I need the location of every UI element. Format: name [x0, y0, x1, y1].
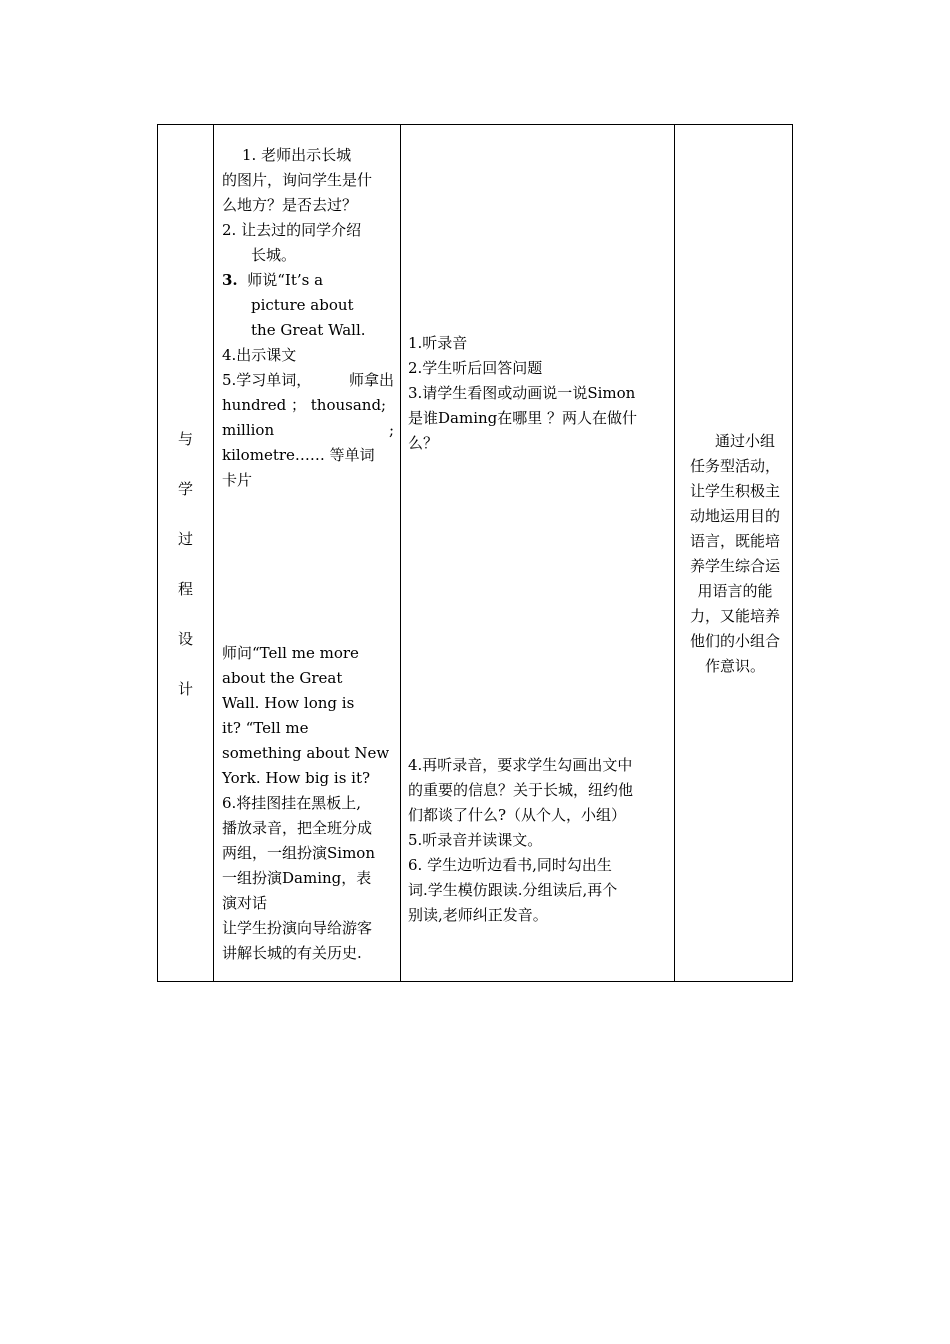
- purpose-line: 用语言的能: [697, 582, 773, 600]
- teacher-line: 讲解长城的有关历史.: [222, 944, 362, 962]
- teacher-line: about the Great: [222, 669, 343, 687]
- design-purpose-cell: [684, 429, 786, 679]
- teacher-line-text: 师拿出: [348, 371, 394, 389]
- student-line: 么？: [408, 434, 439, 452]
- student-line: 3.请学生看图或动画说一说Simon: [408, 384, 636, 402]
- teacher-line: 播放录音，把全班分成: [222, 819, 373, 837]
- student-line: 5.听录音并读课文。: [408, 831, 543, 849]
- teacher-line: [222, 368, 394, 393]
- teacher-line: 长城。: [251, 246, 297, 264]
- section-label-cell: [158, 427, 213, 727]
- teacher-line: 两组，一组扮演Simon: [222, 844, 375, 862]
- teacher-line: 的图片，询问学生是什: [222, 171, 373, 189]
- student-line: 1.听录音: [408, 334, 468, 352]
- teacher-line: York. How big is it?: [222, 769, 371, 787]
- teacher-line-text: ;: [388, 421, 394, 439]
- teacher-activity-part2: [222, 641, 394, 966]
- teacher-line-text: million: [222, 421, 275, 439]
- teacher-line: [222, 268, 394, 293]
- teacher-line: picture about: [251, 296, 354, 314]
- section-label-char: 程: [177, 580, 193, 598]
- section-label-char: 与: [177, 430, 193, 448]
- teacher-line-text: 5.学习单词，: [222, 371, 312, 389]
- purpose-line: 养学生综合运: [689, 557, 780, 575]
- teacher-line: 师问“Tell me more: [222, 644, 359, 662]
- teacher-line: it? “Tell me: [222, 719, 309, 737]
- teacher-activity-part1: [222, 143, 394, 493]
- column-divider: [400, 125, 401, 981]
- section-label-char: 计: [177, 680, 193, 698]
- section-label-char: 设: [177, 630, 193, 648]
- student-line: 是谁Daming在哪里 ？两人在做什: [408, 409, 638, 427]
- column-divider: [213, 125, 214, 981]
- teacher-line: 1. 老师出示长城: [242, 146, 352, 164]
- teacher-line: 让学生扮演向导给游客: [222, 919, 373, 937]
- section-label-char: 学: [177, 480, 193, 498]
- purpose-line: 任务型活动，: [689, 457, 780, 475]
- item-number: 3.: [222, 271, 238, 289]
- purpose-line: 语言，既能培: [689, 532, 780, 550]
- teacher-line: 4.出示课文: [222, 346, 297, 364]
- teacher-line: [222, 418, 394, 443]
- teacher-line: 演对话: [222, 894, 268, 912]
- teacher-line: 2. 让去过的同学介绍: [222, 221, 362, 239]
- student-line: 词.学生模仿跟读.分组读后,再个: [408, 881, 618, 899]
- student-activity-part1: [408, 331, 668, 456]
- teacher-line: 么地方？是否去过？: [222, 196, 358, 214]
- teacher-line: Wall. How long is: [222, 694, 355, 712]
- student-line: 别读,老师纠正发音。: [408, 906, 548, 924]
- purpose-line: 力，又能培养: [689, 607, 780, 625]
- purpose-line: 通过小组: [714, 432, 775, 450]
- student-line: 的重要的信息？关于长城，纽约他: [408, 781, 634, 799]
- lesson-plan-table: [157, 124, 793, 982]
- teacher-line: the Great Wall.: [251, 321, 366, 339]
- student-line: 们都谈了什么?（从个人，小组）: [408, 806, 627, 824]
- teacher-line: kilometre…… 等单词: [222, 446, 375, 464]
- teacher-line: 一组扮演Daming，表: [222, 869, 372, 887]
- purpose-line: 他们的小组合: [689, 632, 780, 650]
- teacher-line: hundred ； thousand;: [222, 396, 387, 414]
- purpose-line: 动地运用目的: [689, 507, 780, 525]
- student-line: 6. 学生边听边看书,同时勾出生: [408, 856, 612, 874]
- student-line: 2.学生听后回答问题: [408, 359, 543, 377]
- student-line: 4.再听录音，要求学生勾画出文中: [408, 756, 633, 774]
- purpose-line: 作意识。: [704, 657, 765, 675]
- student-activity-part2: [408, 753, 668, 928]
- teacher-line: 6.将挂图挂在黑板上,: [222, 794, 362, 812]
- section-label-char: 过: [177, 530, 193, 548]
- teacher-line-text: 师说“It’s a: [247, 271, 324, 289]
- teacher-line: 卡片: [222, 471, 253, 489]
- teacher-line: something about New: [222, 744, 390, 762]
- purpose-line: 让学生积极主: [689, 482, 780, 500]
- column-divider: [674, 125, 675, 981]
